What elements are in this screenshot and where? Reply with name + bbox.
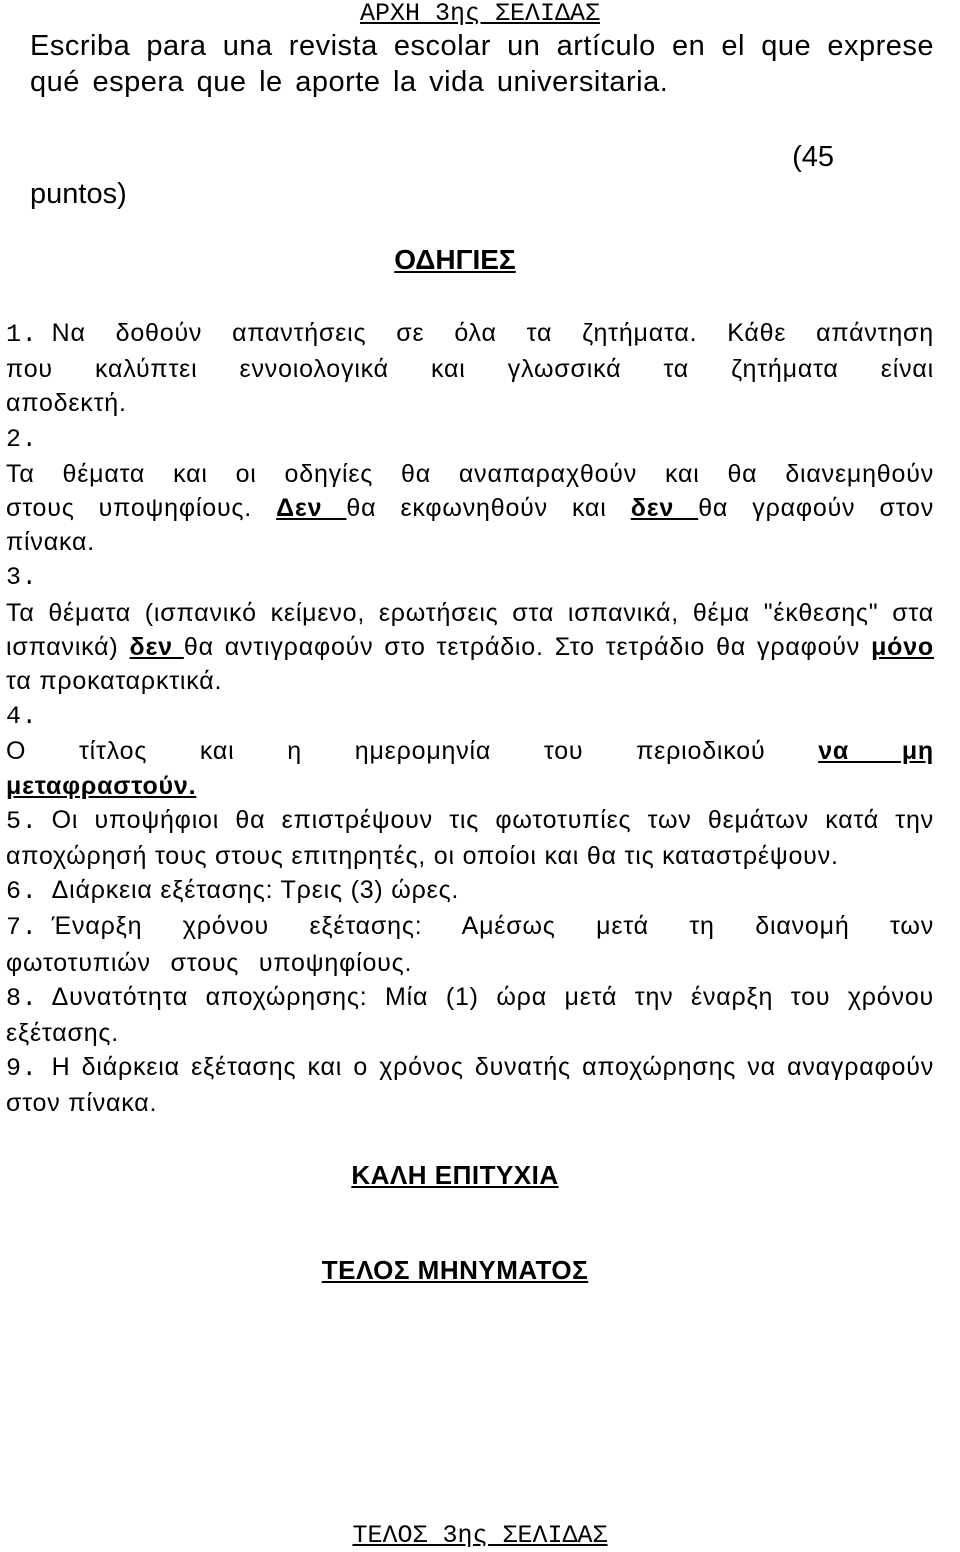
emphasis-mono: μόνο <box>871 632 935 661</box>
instructions-title: ΟΔΗΓΙΕΣ <box>394 244 516 275</box>
instruction-item-5 <box>6 803 934 873</box>
item-text: θα εκφωνηθούν και <box>346 494 631 523</box>
item-number: 8. <box>6 983 38 1013</box>
item-text: Δυνατότητα αποχώρησης: Μία (1) ώρα μετά την έναρξη του χρόνου εξέτασης. <box>6 982 934 1048</box>
instruction-item-4 <box>6 698 934 803</box>
task-prompt: Escriba para una revista escolar un artículo en el que exprese qué espera que le aporte la vida universitaria. <box>30 30 934 98</box>
instruction-item-7 <box>6 909 934 979</box>
item-number: 7. <box>6 913 38 943</box>
instruction-item-6 <box>6 873 934 909</box>
item-number: 1. <box>6 320 38 349</box>
item-text: Η διάρκεια εξέτασης και ο χρόνος δυνατής αποχώρησης να αναγραφούν στον πίνακα. <box>6 1053 934 1118</box>
instructions-list <box>6 316 934 1121</box>
item-text: θα αντιγραφούν στο τετράδιο. Στο τετράδιο θα γραφούν <box>183 632 872 661</box>
instruction-item-2 <box>6 421 934 560</box>
emphasis-den: δεν <box>129 632 184 661</box>
item-number: 5. <box>6 806 38 836</box>
instruction-item-8 <box>6 980 934 1050</box>
item-text: Τα θέματα (ισπανικό κείμενο, ερωτήσεις στα ισπανικά, θέμα "έκθεσης" στα ισπανικά) <box>6 598 934 661</box>
good-luck-text: ΚΑΛΗ ΕΠΙΤΥΧΙΑ <box>351 1160 559 1190</box>
page-header-bottom: ΤΕΛΟΣ 3ης ΣΕΛΙΔΑΣ <box>352 1521 608 1550</box>
item-text: Ο τίτλος και η ημερομηνία του περιοδικού <box>6 737 819 766</box>
item-text: τα προκαταρκτικά. <box>6 667 223 696</box>
points-unit: puntos) <box>30 178 127 210</box>
instruction-item-9 <box>6 1050 934 1120</box>
end-message-text: ΤΕΛΟΣ ΜΗΝΥΜΑΤΟΣ <box>321 1255 589 1285</box>
instruction-item-1 <box>6 316 934 421</box>
emphasis-no-translate: να μη μεταφραστούν. <box>6 737 934 800</box>
item-number: 3. <box>6 563 38 593</box>
item-number: 4. <box>6 702 38 732</box>
page-header-top: ΑΡΧΗ 3ης ΣΕΛΙΔΑΣ <box>359 0 601 28</box>
instruction-item-3 <box>6 559 934 698</box>
emphasis-den: δεν <box>630 494 699 523</box>
item-text: Διάρκεια εξέτασης: Τρεις (3) ώρες. <box>51 876 460 905</box>
emphasis-den: Δεν <box>276 494 347 523</box>
item-text: Να δοθούν απαντήσεις σε όλα τα ζητήματα. Κάθε απάντηση που καλύπτει εννοιολογικά και γλωσσικά τα ζητήματα είναι αποδεκτή. <box>6 319 934 418</box>
points-value: (45 <box>792 141 834 173</box>
item-text: θα γραφούν στον πίνακα. <box>6 494 935 557</box>
item-text: Έναρξη χρόνου εξέτασης: Αμέσως μετά τη διανομή των φωτοτυπιών στους υποψηφίους. <box>6 912 934 977</box>
item-number: 6. <box>6 877 38 907</box>
item-text: Τα θέματα και οι οδηγίες θα αναπαραχθούν και θα διανεμηθούν στους υποψηφίους. <box>6 459 934 523</box>
item-text: Οι υποψήφιοι θα επιστρέψουν τις φωτοτυπίες των θεμάτων κατά την αποχώρησή τους στους επιτηρητές, οι οποίοι και θα τις καταστρέψουν. <box>6 805 934 871</box>
item-number: 2. <box>6 424 38 454</box>
item-number: 9. <box>6 1054 38 1084</box>
